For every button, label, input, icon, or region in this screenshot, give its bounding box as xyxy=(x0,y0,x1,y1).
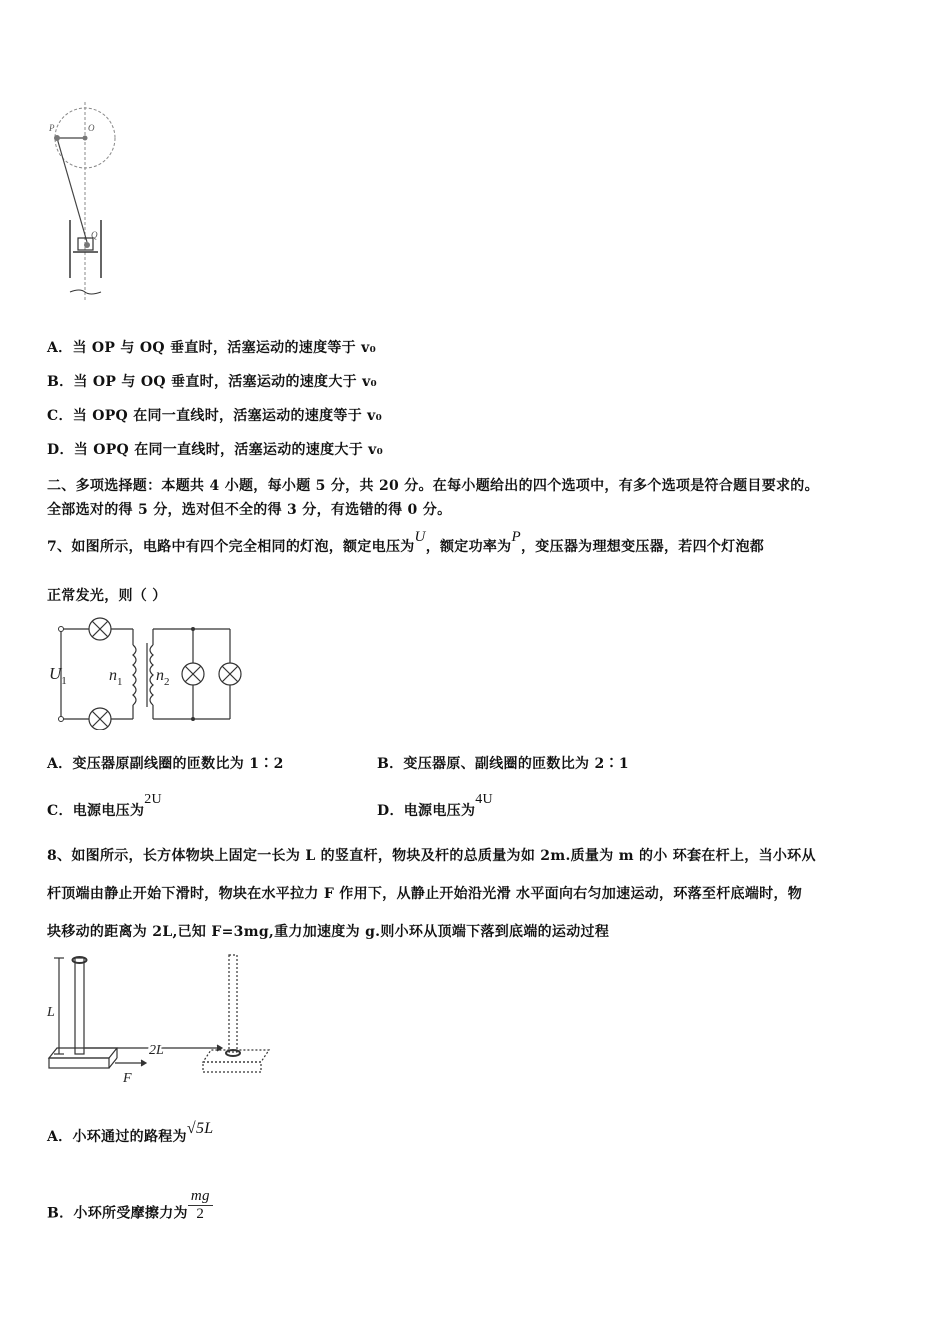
q7-option-a: A．变压器原副线圈的匝数比为 1∶2 xyxy=(47,756,284,772)
q8-option-a xyxy=(47,1120,214,1146)
q6-option-b: B．当 OP 与 OQ 垂直时，活塞运动的速度大于 v₀ xyxy=(47,374,377,390)
q7-option-c xyxy=(47,792,162,820)
secondary-coil xyxy=(150,645,153,705)
q8-option-b xyxy=(47,1188,213,1231)
q6-option-d: D．当 OPQ 在同一直线时，活塞运动的速度大于 v₀ xyxy=(47,442,384,458)
label-n2: $n_2$ xyxy=(156,667,170,688)
right-rod xyxy=(229,955,237,1052)
q7-symbol-u: U xyxy=(414,529,426,545)
ring-bottom xyxy=(226,1050,240,1056)
point-p xyxy=(54,135,60,141)
q7-option-c-text: C．电源电压为 xyxy=(47,803,145,819)
fraction-denominator: 2 xyxy=(196,1206,205,1222)
section2-heading-line2: 全部选对的得 5 分，选对但不全的得 3 分，有选错的得 0 分。 xyxy=(47,502,452,518)
q7-option-d-text: D．电源电压为 xyxy=(377,803,476,819)
q8-option-b-fraction xyxy=(188,1188,213,1223)
q8-option-b-text: B．小环所受摩擦力为 xyxy=(47,1205,188,1222)
q8-option-a-value: √5L xyxy=(186,1120,214,1137)
q7-option-d-value: 4U xyxy=(475,792,493,807)
q8-stem-line1: 8、如图所示，长方体物块上固定一长为 L 的竖直杆，物块及杆的总质量为如 2m.质量为 m 的小 环套在杆上，当小环从 xyxy=(47,848,816,864)
terminal-top xyxy=(59,627,64,632)
q8-stem-line3: 块移动的距离为 2L,已知 F=3mg,重力加速度为 g.则小环从顶端下落到底端的运动过程 xyxy=(47,924,610,940)
block-rod-figure xyxy=(45,950,275,1090)
label-u1: $U_1$ xyxy=(49,664,67,687)
q7-stem-part1: 7、如图所示，电路中有四个完全相同的灯泡，额定电压为 xyxy=(47,539,415,555)
primary-coil xyxy=(133,645,136,705)
piston-crank-figure xyxy=(45,100,125,305)
q6-option-c: C．当 OPQ 在同一直线时，活塞运动的速度等于 v₀ xyxy=(47,408,383,424)
q7-stem-part2: ，额定功率为 xyxy=(425,539,512,555)
transformer-circuit-figure xyxy=(45,615,250,730)
label-p: P xyxy=(49,123,55,133)
label-l: L xyxy=(47,1005,55,1020)
terminal-bottom xyxy=(59,717,64,722)
point-q xyxy=(84,242,90,248)
q7-stem-part3: ，变压器为理想变压器，若四个灯泡都 xyxy=(520,539,765,555)
q7-option-d xyxy=(377,792,493,820)
label-2l: 2L xyxy=(149,1043,164,1058)
q7-option-c-value: 2U xyxy=(144,792,162,807)
label-o: O xyxy=(88,123,95,133)
q8-stem-line2: 杆顶端由静止开始下滑时，物块在水平拉力 F 作用下，从静止开始沿光滑 水平面向右匀加速运动，环落至杆底端时，物 xyxy=(47,886,803,902)
connecting-rod-pq xyxy=(57,138,87,242)
label-q: Q xyxy=(91,230,98,240)
q7-stem-line1 xyxy=(47,529,765,556)
q7-stem-line2: 正常发光，则（ ） xyxy=(47,588,167,604)
fraction-numerator: mg xyxy=(188,1188,213,1206)
q8-option-a-text: A．小环通过的路程为 xyxy=(47,1129,187,1145)
q7-option-b: B．变压器原、副线圈的匝数比为 2∶1 xyxy=(377,756,629,772)
q7-symbol-p: P xyxy=(511,529,521,545)
point-o xyxy=(83,136,88,141)
section2-heading-line1: 二、多项选择题：本题共 4 小题，每小题 5 分，共 20 分。在每小题给出的四个选项中，有多个选项是符合题目要求的。 xyxy=(47,478,819,494)
label-f: F xyxy=(123,1071,132,1086)
q6-option-a: A．当 OP 与 OQ 垂直时，活塞运动的速度等于 v₀ xyxy=(47,340,377,356)
left-rod xyxy=(75,958,84,1054)
label-n1: $n_1$ xyxy=(109,667,123,688)
